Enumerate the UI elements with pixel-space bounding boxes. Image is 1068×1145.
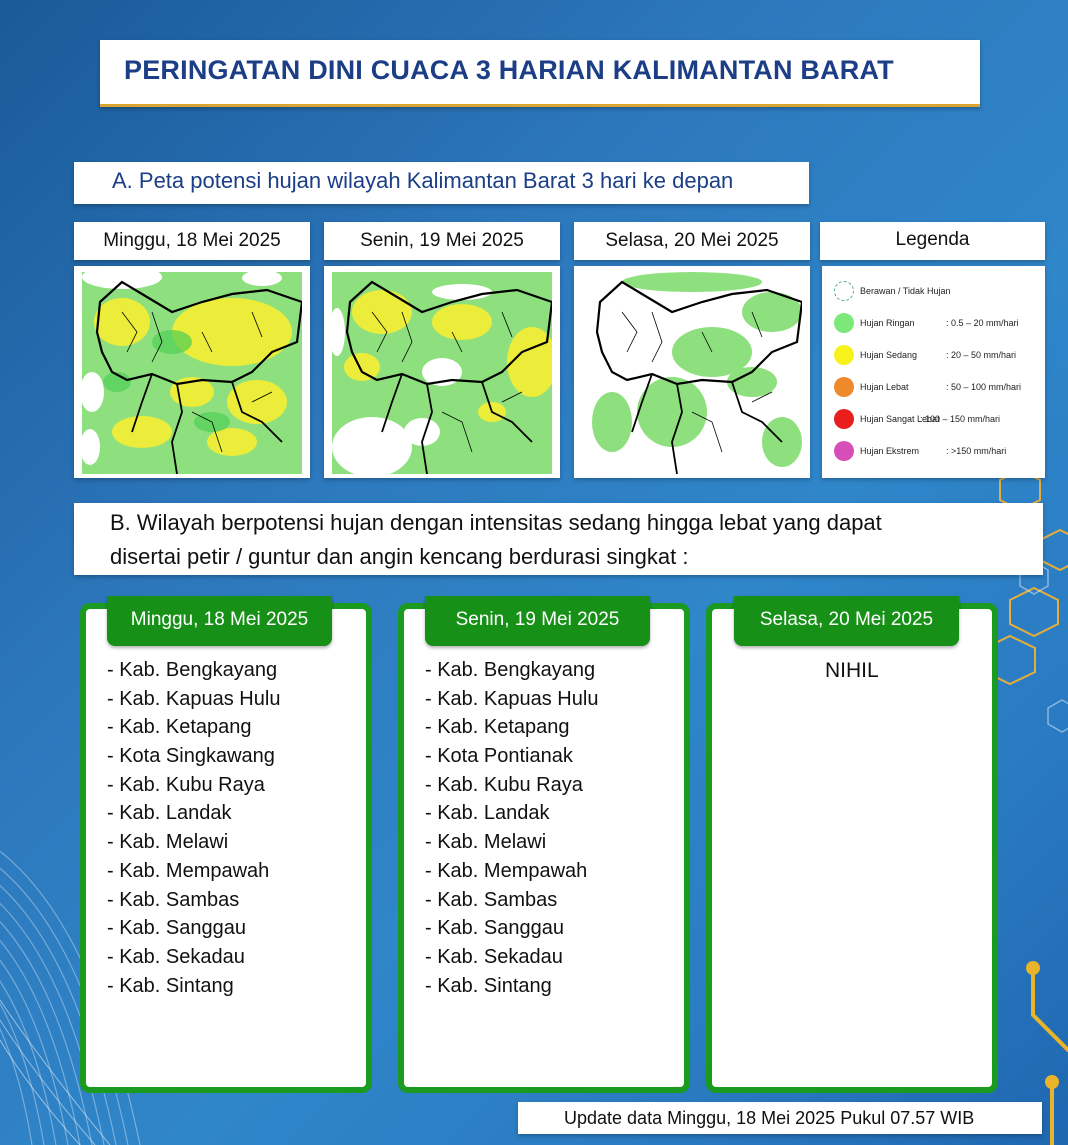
legend-item-name: Hujan Ringan (860, 318, 915, 328)
map-header-day-3: Selasa, 20 Mei 2025 (574, 222, 810, 260)
title-box (100, 40, 980, 107)
card-tab-day-3: Selasa, 20 Mei 2025 (734, 596, 959, 646)
section-a-heading-box (74, 162, 809, 204)
district-list-item: - Kab. Bengkayang (425, 659, 596, 681)
legend (822, 266, 1045, 478)
legend-item-range: : 50 – 100 mm/hari (946, 382, 1022, 392)
district-list-item: - Kota Singkawang (107, 745, 275, 768)
card-tab-day-1: Minggu, 18 Mei 2025 (107, 596, 332, 646)
section-b-line-2: disertai petir / guntur dan angin kencang berdurasi singkat : (110, 544, 689, 569)
district-list-item: - Kab. Mempawah (107, 859, 270, 882)
district-list-item: - Kab. Bengkayang (107, 659, 278, 681)
section-b-line-1: B. Wilayah berpotensi hujan dengan intensitas sedang hingga lebat yang dapat (110, 510, 882, 535)
legend-item-range: : 20 – 50 mm/hari (946, 350, 1017, 360)
district-list-item: - Kab. Sintang (425, 974, 552, 997)
section-a-heading: A. Peta potensi hujan wilayah Kalimantan Barat 3 hari ke depan (112, 168, 734, 193)
district-list-item: - Kab. Mempawah (425, 859, 588, 882)
district-list-item: - Kab. Melawi (425, 831, 547, 854)
district-list-item: - Kab. Kubu Raya (425, 773, 583, 796)
legend-swatch (834, 377, 854, 397)
legend-item-name: Hujan Sangat Lebat (860, 414, 940, 424)
legend-item-range: : 100 – 150 mm/hari (920, 414, 1001, 424)
legend-item-name: Hujan Lebat (860, 382, 909, 392)
legend-item-range: : >150 mm/hari (946, 446, 1007, 456)
update-info-text: Update data Minggu, 18 Mei 2025 Pukul 07.57 WIB (564, 1108, 975, 1128)
section-b-heading-box (74, 503, 1043, 575)
map-image-day-3 (582, 272, 802, 474)
legend-swatch (834, 281, 854, 301)
map-header-day-1: Minggu, 18 Mei 2025 (74, 222, 310, 260)
district-list-item: - Kab. Sekadau (425, 945, 563, 968)
card-list-day-1 (107, 656, 280, 1000)
district-list-item: - Kab. Sanggau (107, 917, 246, 940)
legend-swatch (834, 441, 854, 461)
rain-map-day-1 (74, 266, 310, 478)
district-list-item: - Kab. Ketapang (107, 716, 252, 739)
legend-item-name: Hujan Sedang (860, 350, 918, 360)
legend-swatch (834, 345, 854, 365)
legend-item-name: Berawan / Tidak Hujan (860, 286, 951, 296)
district-list-item: - Kab. Sintang (107, 974, 234, 997)
card-tab-day-2: Senin, 19 Mei 2025 (425, 596, 650, 646)
nihil-text: NIHIL (825, 659, 879, 682)
map-image-day-1 (82, 272, 302, 474)
district-list-item: - Kab. Kapuas Hulu (107, 687, 281, 710)
district-list-item: - Kab. Ketapang (425, 716, 570, 739)
district-list-item: - Kab. Sanggau (425, 917, 564, 940)
legend-swatch (834, 313, 854, 333)
page-title: PERINGATAN DINI CUACA 3 HARIAN KALIMANTAN BARAT (124, 55, 894, 85)
legend-item-range: : 0.5 – 20 mm/hari (946, 318, 1019, 328)
district-list-item: - Kab. Sambas (425, 888, 558, 911)
legend-item-name: Hujan Ekstrem (860, 446, 920, 456)
card-list-day-2 (425, 656, 598, 1000)
map-image-day-2 (332, 272, 552, 474)
district-list-item: - Kota Pontianak (425, 745, 573, 768)
legend-header: Legenda (820, 222, 1045, 260)
legend-swatch (834, 409, 854, 429)
district-list-item: - Kab. Kapuas Hulu (425, 687, 599, 710)
district-list-item: - Kab. Sambas (107, 888, 240, 911)
district-list-item: - Kab. Sekadau (107, 945, 245, 968)
district-list-item: - Kab. Landak (425, 802, 550, 825)
rain-map-day-3 (574, 266, 810, 478)
map-header-day-2: Senin, 19 Mei 2025 (324, 222, 560, 260)
update-info-box (518, 1102, 1042, 1134)
rain-map-day-2 (324, 266, 560, 478)
district-list-item: - Kab. Melawi (107, 831, 229, 854)
district-list-item: - Kab. Kubu Raya (107, 773, 265, 796)
district-list-item: - Kab. Landak (107, 802, 232, 825)
